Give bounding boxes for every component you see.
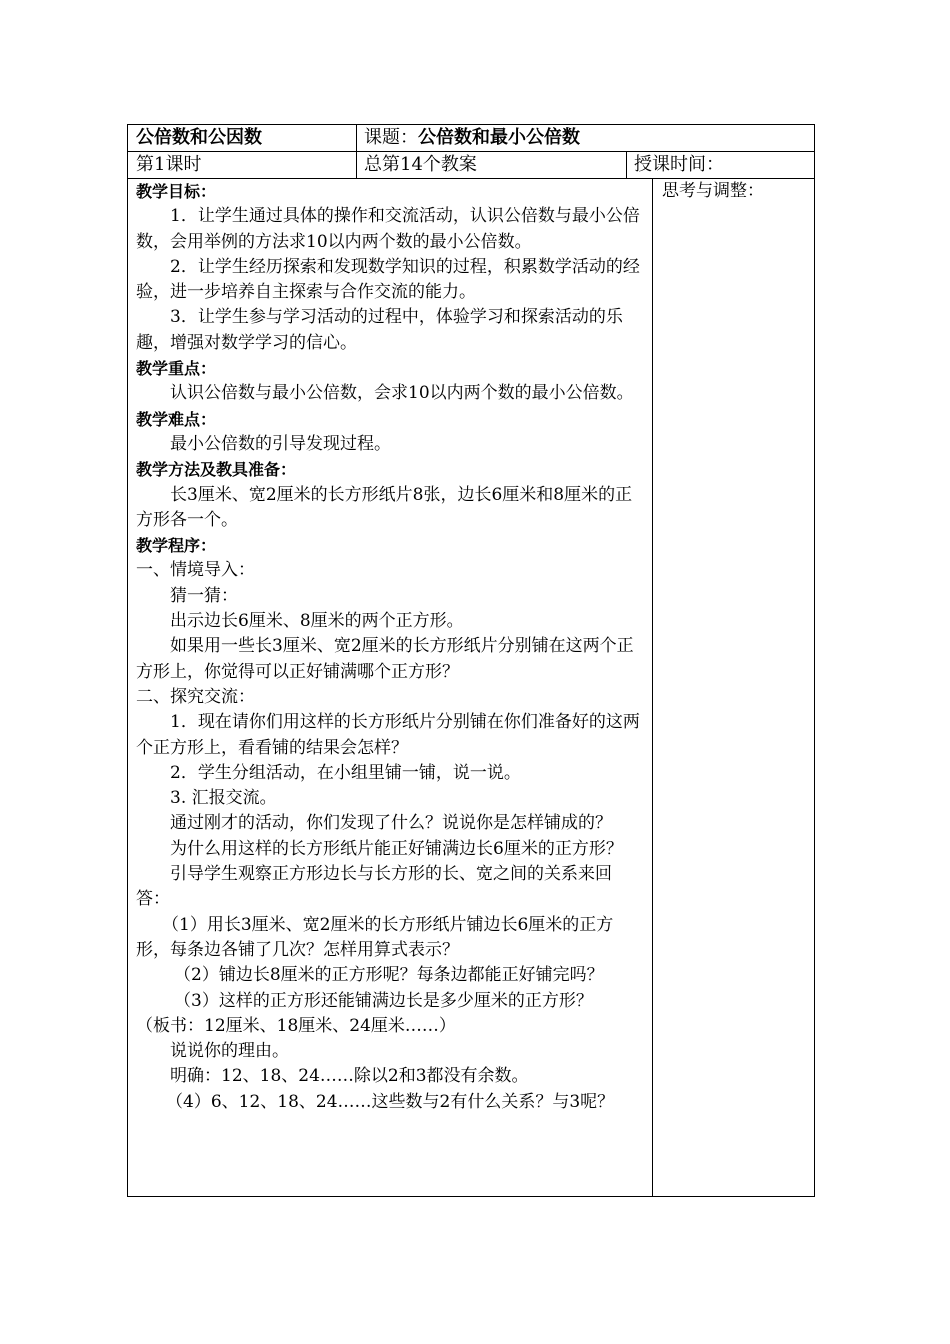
method-heading: 教学方法及教具准备： xyxy=(136,460,297,480)
board-note: （板书：12厘米、18厘米、24厘米……） xyxy=(136,1015,456,1036)
goal-1: 1．让学生通过具体的操作和交流活动，认识公倍数与最小公倍数，会用举例的方法求10以内两个数的最小公倍数。 xyxy=(136,206,640,252)
lesson-plan-table xyxy=(127,124,815,1197)
question-3: （3）这样的正方形还能铺满边长是多少厘米的正方形？ xyxy=(174,990,593,1011)
question-1: （1）用长3厘米、宽2厘米的长方形纸片铺边长6厘米的正方形，每条边各铺了几次？怎样用算式表示？ xyxy=(136,914,614,960)
section-1-title: 一、情境导入： xyxy=(136,560,255,581)
key-points-heading: 教学重点： xyxy=(136,359,217,379)
discussion-1: 通过刚才的活动，你们发现了什么？说说你是怎样铺成的？ xyxy=(170,813,612,834)
question-2: （2）铺边长8厘米的正方形呢？每条边都能正好铺完吗？ xyxy=(174,965,604,986)
lesson-number: 第1课时 xyxy=(136,154,202,175)
section-2-title: 二、探究交流： xyxy=(136,686,255,707)
difficulty: 最小公倍数的引导发现过程。 xyxy=(170,433,391,454)
topic-label: 课题： xyxy=(364,127,418,148)
goal-3: 3．让学生参与学习活动的过程中，体验学习和探索活动的乐趣，增强对数学学习的信心。 xyxy=(136,307,623,353)
discussion-2: 为什么用这样的长方形纸片能正好铺满边长6厘米的正方形？ xyxy=(170,838,623,859)
discussion-3: 引导学生观察正方形边长与长方形的长、宽之间的关系来回答： xyxy=(136,864,612,910)
step-3: 3. 汇报交流。 xyxy=(170,788,277,809)
difficulty-heading: 教学难点： xyxy=(136,409,217,429)
procedure-heading: 教学程序： xyxy=(136,536,217,556)
topic-cell xyxy=(356,125,580,151)
notes-column xyxy=(652,179,814,1196)
notes-title: 思考与调整： xyxy=(662,181,764,201)
unit-title: 公倍数和公因数 xyxy=(136,127,262,148)
method: 长3厘米、宽2厘米的长方形纸片8张，边长6厘米和8厘米的正方形各一个。 xyxy=(136,484,633,530)
guess-line: 猜一猜： xyxy=(170,585,238,606)
plan-number: 总第14个教案 xyxy=(364,154,477,175)
topic-title: 公倍数和最小公倍数 xyxy=(418,127,580,148)
header-row-1 xyxy=(128,125,814,152)
show-squares-line: 出示边长6厘米、8厘米的两个正方形。 xyxy=(170,611,464,632)
header-row-2 xyxy=(128,152,814,179)
step-2: 2．学生分组活动，在小组里铺一铺，说一说。 xyxy=(170,762,521,783)
lesson-content xyxy=(128,179,652,1196)
class-time-label: 授课时间： xyxy=(634,154,724,175)
goals-heading: 教学目标： xyxy=(136,182,217,201)
conclusion-line: 明确：12、18、24……除以2和3都没有余数。 xyxy=(170,1066,529,1087)
key-points: 认识公倍数与最小公倍数，会求10以内两个数的最小公倍数。 xyxy=(170,383,634,404)
goal-2: 2．让学生经历探索和发现数学知识的过程，积累数学活动的经验，进一步培养自主探索与合作交流的能力。 xyxy=(136,256,640,303)
step-1: 1．现在请你们用这样的长方形纸片分别铺在你们准备好的这两个正方形上，看看铺的结果会怎样？ xyxy=(136,712,640,758)
question-line: 如果用一些长3厘米、宽2厘米的长方形纸片分别铺在这两个正方形上，你觉得可以正好铺满哪个正方形？ xyxy=(136,636,634,682)
reason-line: 说说你的理由。 xyxy=(170,1041,289,1062)
question-4: （4）6、12、18、24……这些数与2有什么关系？与3呢？ xyxy=(166,1091,615,1112)
